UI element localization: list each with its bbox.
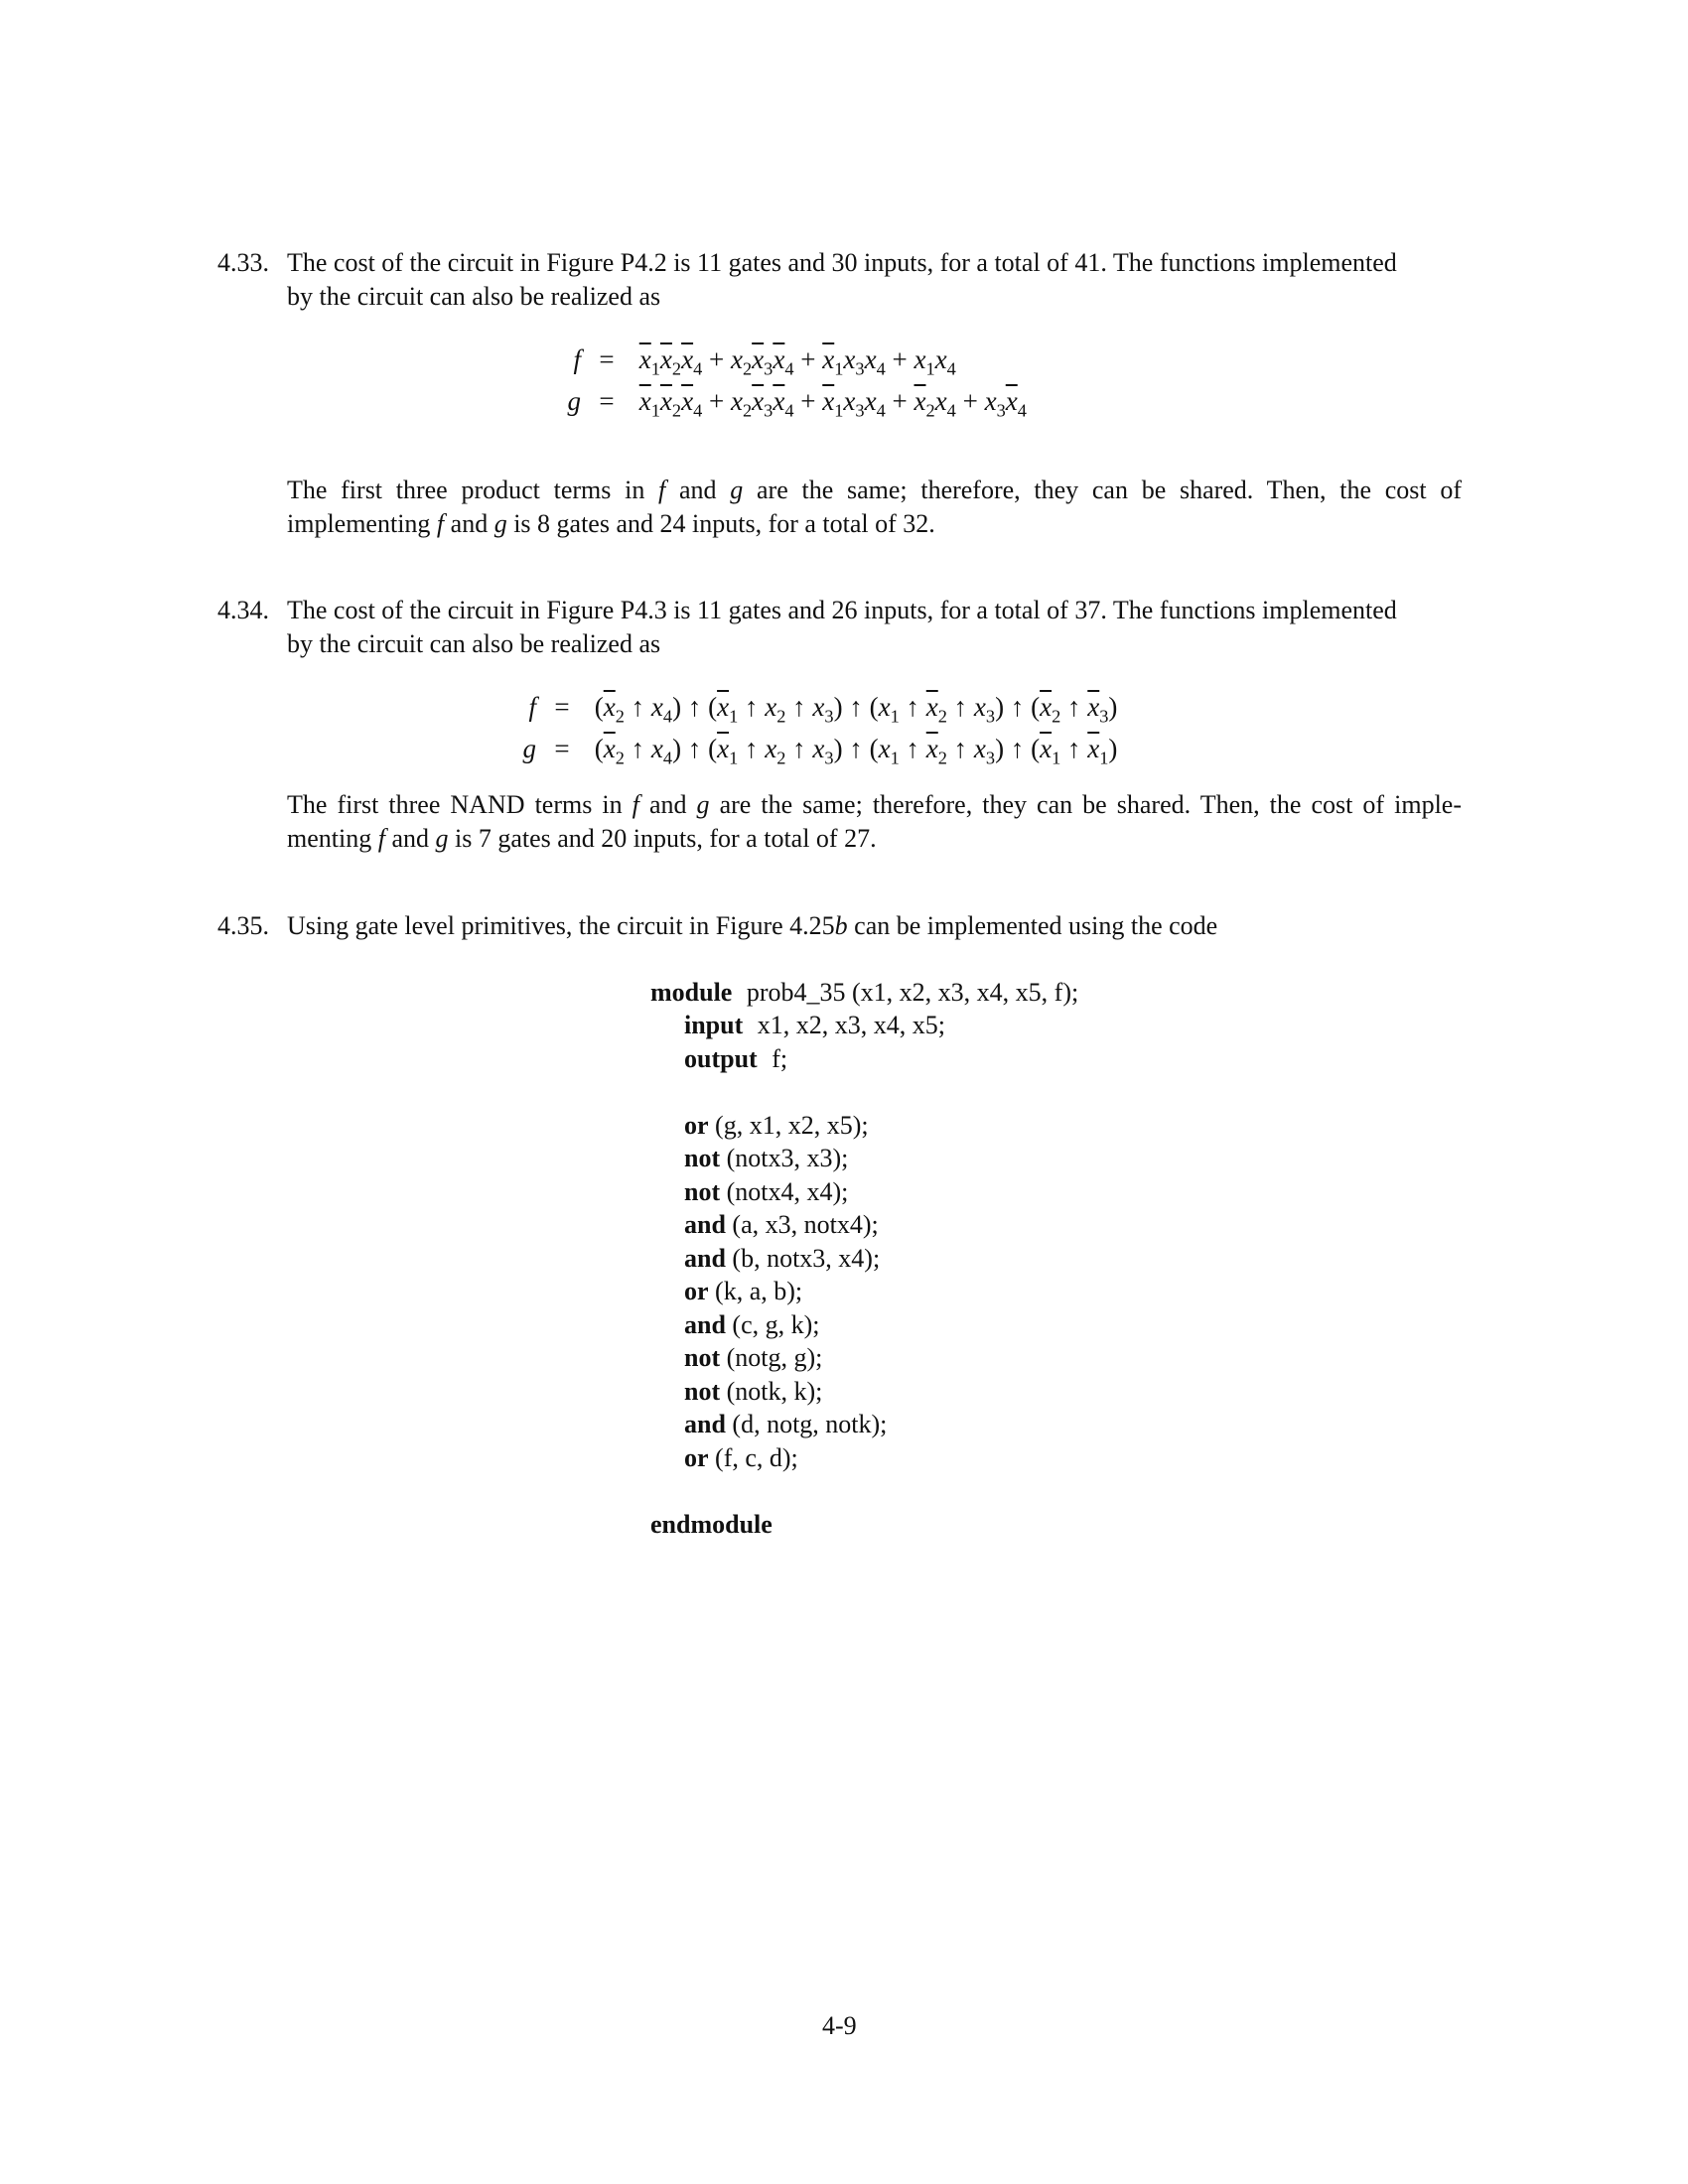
code-line: or (f, c, d);: [684, 1443, 798, 1472]
code-line: not (notx4, x4);: [684, 1177, 849, 1206]
paragraph-line: The first three NAND terms in f and g are the same; therefore, they can be shared. Then, the cost of imple-: [287, 790, 1462, 819]
code-line: not (notx3, x3);: [684, 1144, 849, 1172]
paragraph-line: by the circuit can also be realized as: [287, 282, 661, 311]
code-line: and (a, x3, notx4);: [684, 1210, 879, 1239]
code-line: not (notg, g);: [684, 1343, 823, 1372]
problem-number: 4.35.: [217, 911, 269, 940]
paragraph-line: The first three product terms in f and g are the same; therefore, they can be shared. Then, the cost of: [287, 476, 1462, 504]
equation-g: $g = (\overline{x}_2$ ↑ $x_4$) ↑ ($\overline{x}_1$ ↑ $x_2$ ↑ $x_3$) ↑ ($x_1$ ↑ $\overline{x}_2$ ↑ $x_3$) ↑ ($\overline{x}_1$ ↑ $\overline{x}_1$): [522, 734, 1118, 768]
page-number: 4-9: [822, 2011, 857, 2040]
code-line: endmodule: [650, 1510, 773, 1539]
code-line: and (c, g, k);: [684, 1310, 820, 1339]
problem-number: 4.34.: [217, 596, 269, 624]
code-line: or (k, a, b);: [684, 1277, 803, 1305]
code-line: or (g, x1, x2, x5);: [684, 1111, 869, 1140]
paragraph-line: implementing f and g is 8 gates and 24 inputs, for a total of 32.: [287, 509, 935, 538]
paragraph-line: The cost of the circuit in Figure P4.3 is 11 gates and 26 inputs, for a total of 37. The functions implemented: [287, 596, 1397, 624]
equation-g: $g = \overline{x}_1\overline{x}_2\overline{x}_4 + x_2\overline{x}_3\overline{x}_4 + \overline{x}_1x_3x_4 + \overline{x}_2x_4 + x_3\overline{x}_4$: [567, 386, 1027, 421]
code-line: output f;: [684, 1044, 788, 1073]
problem-number: 4.33.: [217, 248, 269, 277]
paragraph-line: The cost of the circuit in Figure P4.2 is 11 gates and 30 inputs, for a total of 41. The functions implemented: [287, 248, 1397, 277]
code-line: not (notk, k);: [684, 1377, 823, 1406]
equation-f: $f = \overline{x}_1\overline{x}_2\overline{x}_4 + x_2\overline{x}_3\overline{x}_4 + \overline{x}_1x_3x_4 + x_1x_4$: [573, 344, 956, 379]
equation-f: $f = (\overline{x}_2$ ↑ $x_4$) ↑ ($\overline{x}_1$ ↑ $x_2$ ↑ $x_3$) ↑ ($x_1$ ↑ $\overline{x}_2$ ↑ $x_3$) ↑ ($\overline{x}_2$ ↑ $\overline{x}_3$): [528, 692, 1118, 727]
code-line: module prob4_35 (x1, x2, x3, x4, x5, f);: [650, 978, 1079, 1007]
code-line: and (b, notx3, x4);: [684, 1244, 881, 1273]
paragraph-line: by the circuit can also be realized as: [287, 629, 661, 658]
paragraph-line: menting f and g is 7 gates and 20 inputs, for a total of 27.: [287, 824, 877, 853]
code-line: input x1, x2, x3, x4, x5;: [684, 1011, 945, 1039]
code-line: and (d, notg, notk);: [684, 1410, 888, 1438]
paragraph-line: Using gate level primitives, the circuit in Figure 4.25b can be implemented using the code: [287, 911, 1218, 940]
